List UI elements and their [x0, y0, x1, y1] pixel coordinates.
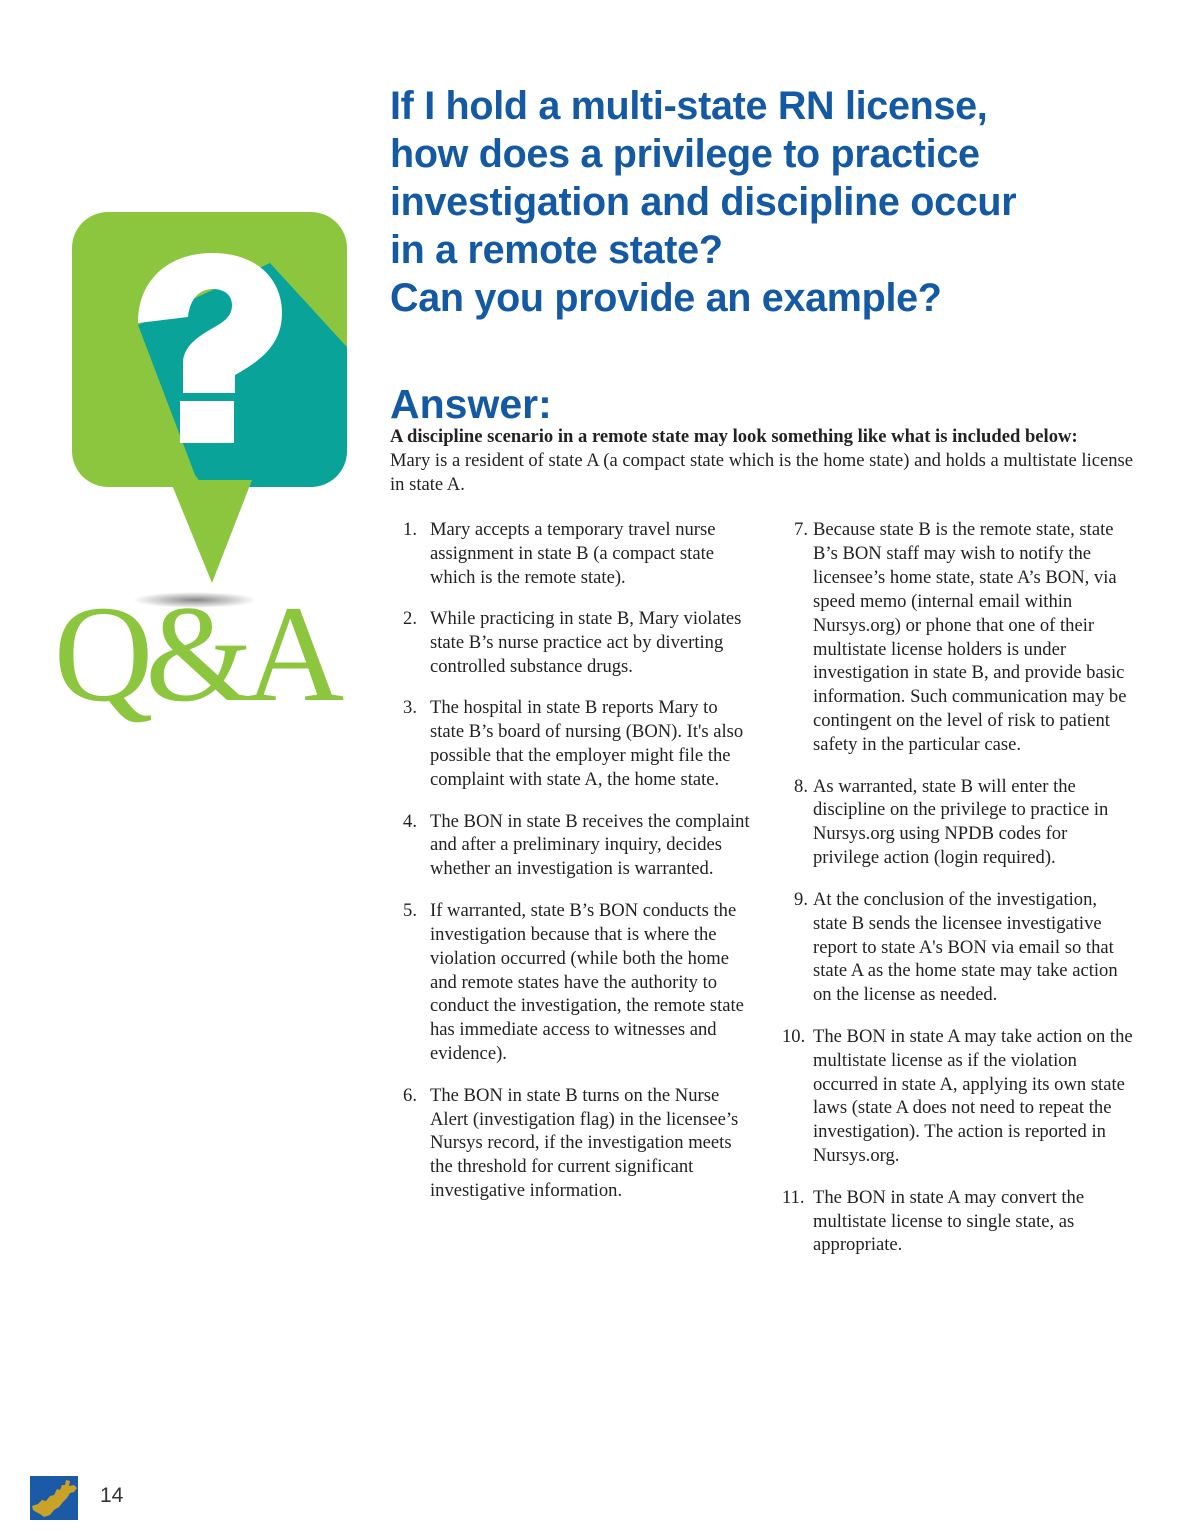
- list-item: [392, 607, 752, 679]
- step-text: At the conclusion of the investigation, state B sends the licensee investigative report to state A's BON via email so that state A as the home state may take action on the license as needed.: [813, 888, 1118, 1006]
- step-number: 1.: [403, 519, 417, 540]
- step-number: 5.: [403, 899, 417, 921]
- step-number: 9.: [794, 888, 808, 910]
- answer-intro: [390, 425, 1150, 497]
- list-item: [783, 518, 1133, 757]
- question-heading: [390, 82, 1090, 322]
- answer-intro-text: Mary is a resident of state A (a compact state which is the home state) and holds a multistate license in state A.: [390, 450, 1134, 495]
- step-text: The BON in state B receives the complaint and after a preliminary inquiry, decides whether an investigation is warranted.: [430, 810, 750, 880]
- step-text: The hospital in state B reports Mary to state B’s board of nursing (BON). It's also possible that the employer might file the complaint with state A, the home state.: [430, 697, 744, 791]
- step-text: Mary accepts a temporary travel nurse assignment in state B (a compact state which is the remote state).: [430, 519, 716, 588]
- step-text: As warranted, state B will enter the discipline on the privilege to practice in Nursys.org using NPDB codes for privilege action (login required).: [813, 775, 1109, 869]
- step-text: While practicing in state B, Mary violates state B’s nurse practice act by diverting controlled substance drugs.: [430, 608, 742, 678]
- question-line: in a remote state?: [390, 228, 723, 272]
- list-item: [783, 775, 1133, 871]
- step-number: 11.: [782, 1186, 805, 1208]
- list-item: [392, 899, 752, 1066]
- answer-heading: Answer:: [390, 381, 552, 427]
- step-number: 3.: [403, 697, 417, 719]
- question-mark-speech-bubble-icon: [72, 212, 365, 583]
- step-number: 7.: [794, 519, 808, 540]
- list-item: [392, 696, 752, 792]
- steps-column-right: [783, 518, 1133, 1275]
- qa-graphic: [20, 205, 365, 745]
- step-text: The BON in state A may convert the multistate license to single state, as appropriate.: [813, 1186, 1085, 1256]
- step-number: 10.: [782, 1025, 806, 1047]
- step-text: If warranted, state B’s BON conducts the investigation because that is where the violation occurred (while both the home and remote states have the authority to conduct the investigation, the remote state has immediate access to witnesses and evidence).: [430, 899, 744, 1065]
- page-number: 14: [100, 1484, 124, 1507]
- step-text: The BON in state B turns on the Nurse Alert (investigation flag) in the licensee’s Nursys record, if the investigation meets the threshold for current significant investigative information.: [430, 1084, 739, 1202]
- list-item: [783, 1186, 1133, 1258]
- question-line: investigation and discipline occur: [390, 180, 1017, 224]
- steps-column-left: [392, 518, 752, 1221]
- list-item: [392, 518, 752, 590]
- question-line: Can you provide an example?: [390, 276, 942, 320]
- step-number: 6.: [403, 1084, 417, 1106]
- list-item: [783, 1025, 1133, 1168]
- step-text: Because state B is the remote state, state B’s BON staff may wish to notify the licensee’s home state, state A’s BON, via speed memo (internal email within Nursys.org) or phone that one of their multistate license holders is under investigation in state B, and provide basic information. Such communication may be contingent on the level of risk to patient safety in the particular case.: [813, 519, 1127, 756]
- step-number: 2.: [403, 608, 417, 630]
- west-virginia-state-map-icon: [30, 1476, 78, 1520]
- step-number: 8.: [794, 775, 808, 797]
- list-item: [783, 888, 1133, 1008]
- list-item: [392, 1084, 752, 1204]
- question-line: how does a privilege to practice: [390, 132, 980, 176]
- qa-text: Q&A: [53, 577, 337, 730]
- question-line: If I hold a multi-state RN license,: [390, 84, 988, 128]
- list-item: [392, 810, 752, 882]
- answer-lead: A discipline scenario in a remote state may look something like what is included below:: [390, 426, 1078, 447]
- step-text: The BON in state A may take action on the multistate license as if the violation occurred in state A, applying its own state laws (state A does not need to repeat the investigation). The action is reported in Nursys.org.: [813, 1025, 1133, 1167]
- step-number: 4.: [403, 810, 417, 832]
